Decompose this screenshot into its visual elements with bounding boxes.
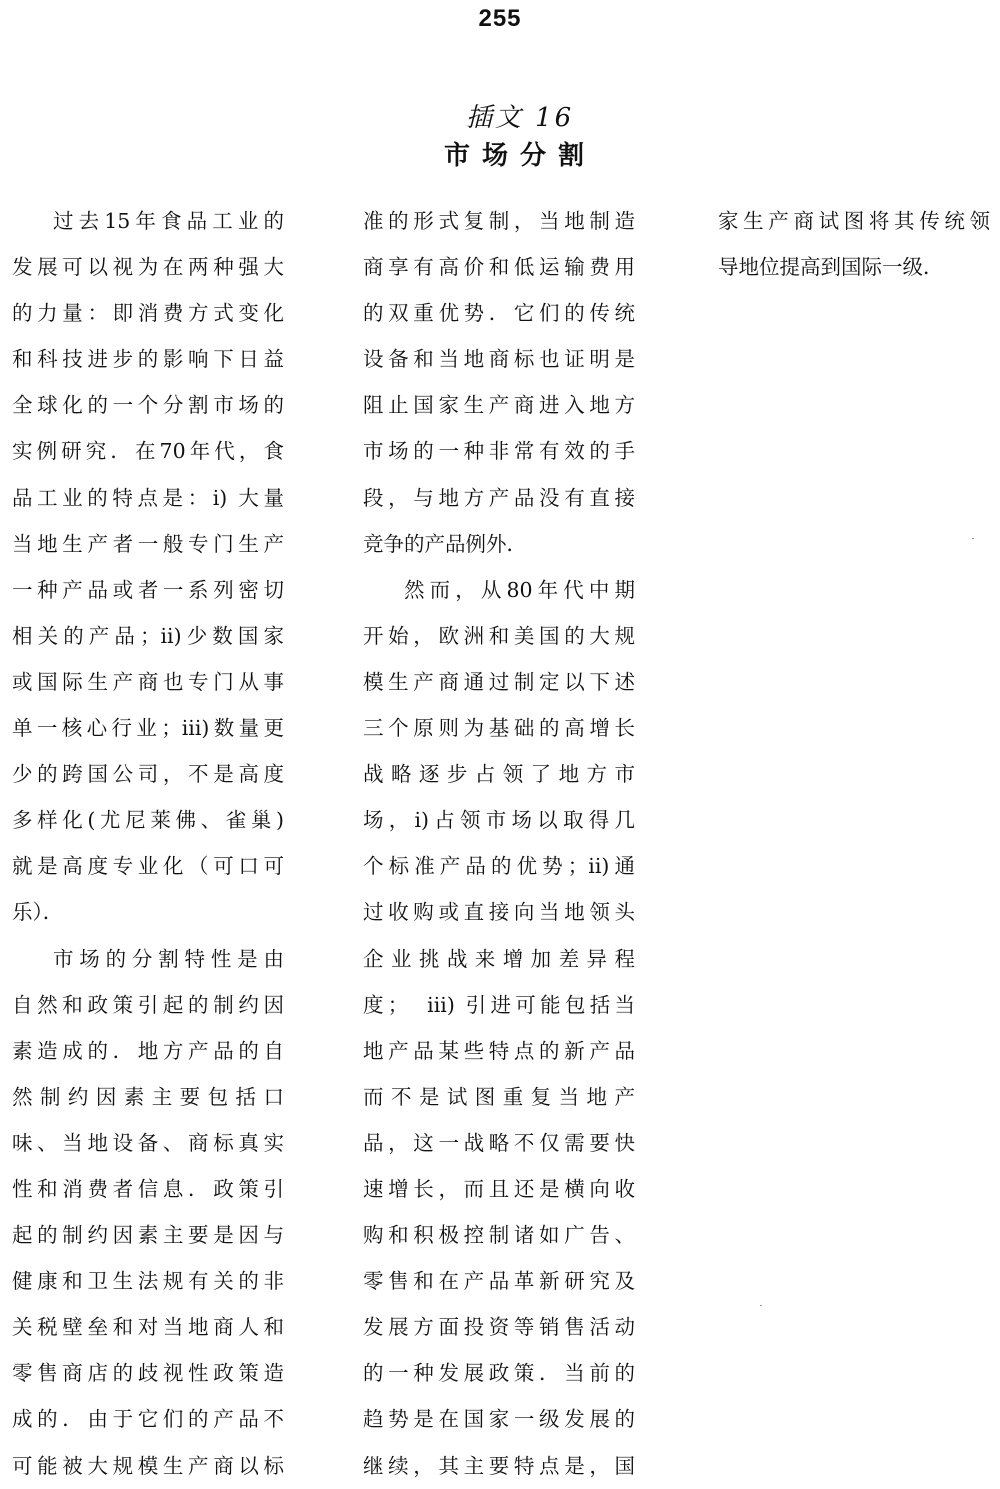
text-line: 然而，从80年代中期 xyxy=(404,577,635,602)
insert-label: 插文 16 xyxy=(465,103,575,133)
text-line: 性和消费者信息．政策引 xyxy=(12,1176,284,1201)
text-line: 素造成的．地方产品的自 xyxy=(12,1038,284,1063)
text-line: 继续，其主要特点是，国 xyxy=(363,1453,635,1478)
text-line: 的双重优势．它们的传统 xyxy=(363,301,635,326)
text-line: 可能被大规模生产商以标 xyxy=(12,1453,284,1478)
text-line: 的一种发展政策．当前的 xyxy=(363,1361,635,1386)
text-line: 品工业的特点是：i) 大量 xyxy=(12,485,284,510)
text-line: 发展可以视为在两种强大 xyxy=(12,255,284,280)
text-line: 关税壁垒和对当地商人和 xyxy=(12,1315,284,1340)
text-line: 发展方面投资等销售活动 xyxy=(363,1315,635,1340)
text-line: 商享有高价和低运输费用 xyxy=(363,255,635,280)
text-line: 起的制约因素主要是因与 xyxy=(12,1223,284,1248)
text-line: 而不是试图重复当地产 xyxy=(363,1084,635,1109)
text-line: 和科技进步的影响下日益 xyxy=(12,347,284,372)
page-number: 255 xyxy=(478,5,522,32)
text-line: 速增长，而且还是横向收 xyxy=(363,1176,635,1201)
text-line: 少的跨国公司，不是高度 xyxy=(12,762,284,787)
text-line: 趋势是在国家一级发展的 xyxy=(363,1407,635,1432)
scan-speck xyxy=(760,1305,762,1306)
text-line: 市场的一种非常有效的手 xyxy=(363,439,635,464)
text-column-1 xyxy=(12,198,284,1489)
text-line: 零售和在产品革新研究及 xyxy=(363,1269,635,1294)
text-line: 健康和卫生法规有关的非 xyxy=(12,1269,284,1294)
text-line: 场，i)占领市场以取得几 xyxy=(363,808,635,833)
text-line: 竞争的产品例外． xyxy=(363,531,527,556)
text-line: 的力量：即消费方式变化 xyxy=(12,301,284,326)
text-line: 多样化(尤尼莱佛、雀巢) xyxy=(12,808,284,833)
text-line: 实例研究．在70年代，食 xyxy=(12,439,284,464)
text-line: 单一核心行业；iii)数量更 xyxy=(12,716,284,741)
text-line: 全球化的一个分割市场的 xyxy=(12,393,284,418)
text-line: 零售商店的歧视性政策造 xyxy=(12,1361,284,1386)
text-line: 地产品某些特点的新产品 xyxy=(363,1038,635,1063)
text-line: 段，与地方产品没有直接 xyxy=(363,485,635,510)
text-line: 导地位提高到国际一级． xyxy=(718,255,944,280)
text-line: 成的．由于它们的产品不 xyxy=(12,1407,284,1432)
text-line: 模生产商通过制定以下述 xyxy=(363,669,635,694)
text-line: 市场的分割特性是由 xyxy=(53,946,284,971)
text-column-2 xyxy=(363,198,635,1489)
text-line: 相关的产品；ii)少数国家 xyxy=(12,623,284,648)
text-line: 度； iii) 引进可能包括当 xyxy=(363,992,635,1017)
text-line: 然制约因素主要包括口 xyxy=(12,1084,284,1109)
text-line: 三个原则为基础的高增长 xyxy=(363,716,635,741)
text-line: 战略逐步占领了地方市 xyxy=(363,762,635,787)
text-line: 购和积极控制诸如广告、 xyxy=(363,1223,635,1248)
text-line: 过去15年食品工业的 xyxy=(53,209,284,233)
text-line: 当地生产者一般专门生产 xyxy=(12,531,284,556)
text-line: 乐）． xyxy=(12,900,64,925)
text-line: 设备和当地商标也证明是 xyxy=(363,347,635,372)
scan-speck xyxy=(972,538,974,539)
text-line: 过收购或直接向当地领头 xyxy=(363,900,635,925)
text-line: 品，这一战略不仅需要快 xyxy=(363,1130,635,1155)
text-line: 或国际生产商也专门从事 xyxy=(12,669,284,694)
text-line: 自然和政策引起的制约因 xyxy=(12,992,284,1017)
text-line: 家生产商试图将其传统领 xyxy=(718,209,990,233)
section-title: 市场分割 xyxy=(443,141,596,171)
text-line: 就是高度专业化（可口可 xyxy=(12,854,284,879)
text-line: 味、当地设备、商标真实 xyxy=(12,1130,284,1155)
text-column-3 xyxy=(718,198,990,290)
text-line: 开始，欧洲和美国的大规 xyxy=(363,623,635,648)
text-line: 企业挑战来增加差异程 xyxy=(363,946,635,971)
text-line: 个标准产品的优势；ii)通 xyxy=(363,854,635,879)
text-line: 一种产品或者一系列密切 xyxy=(12,577,284,602)
text-line: 阻止国家生产商进入地方 xyxy=(363,393,635,418)
text-line: 准的形式复制，当地制造 xyxy=(363,209,635,233)
